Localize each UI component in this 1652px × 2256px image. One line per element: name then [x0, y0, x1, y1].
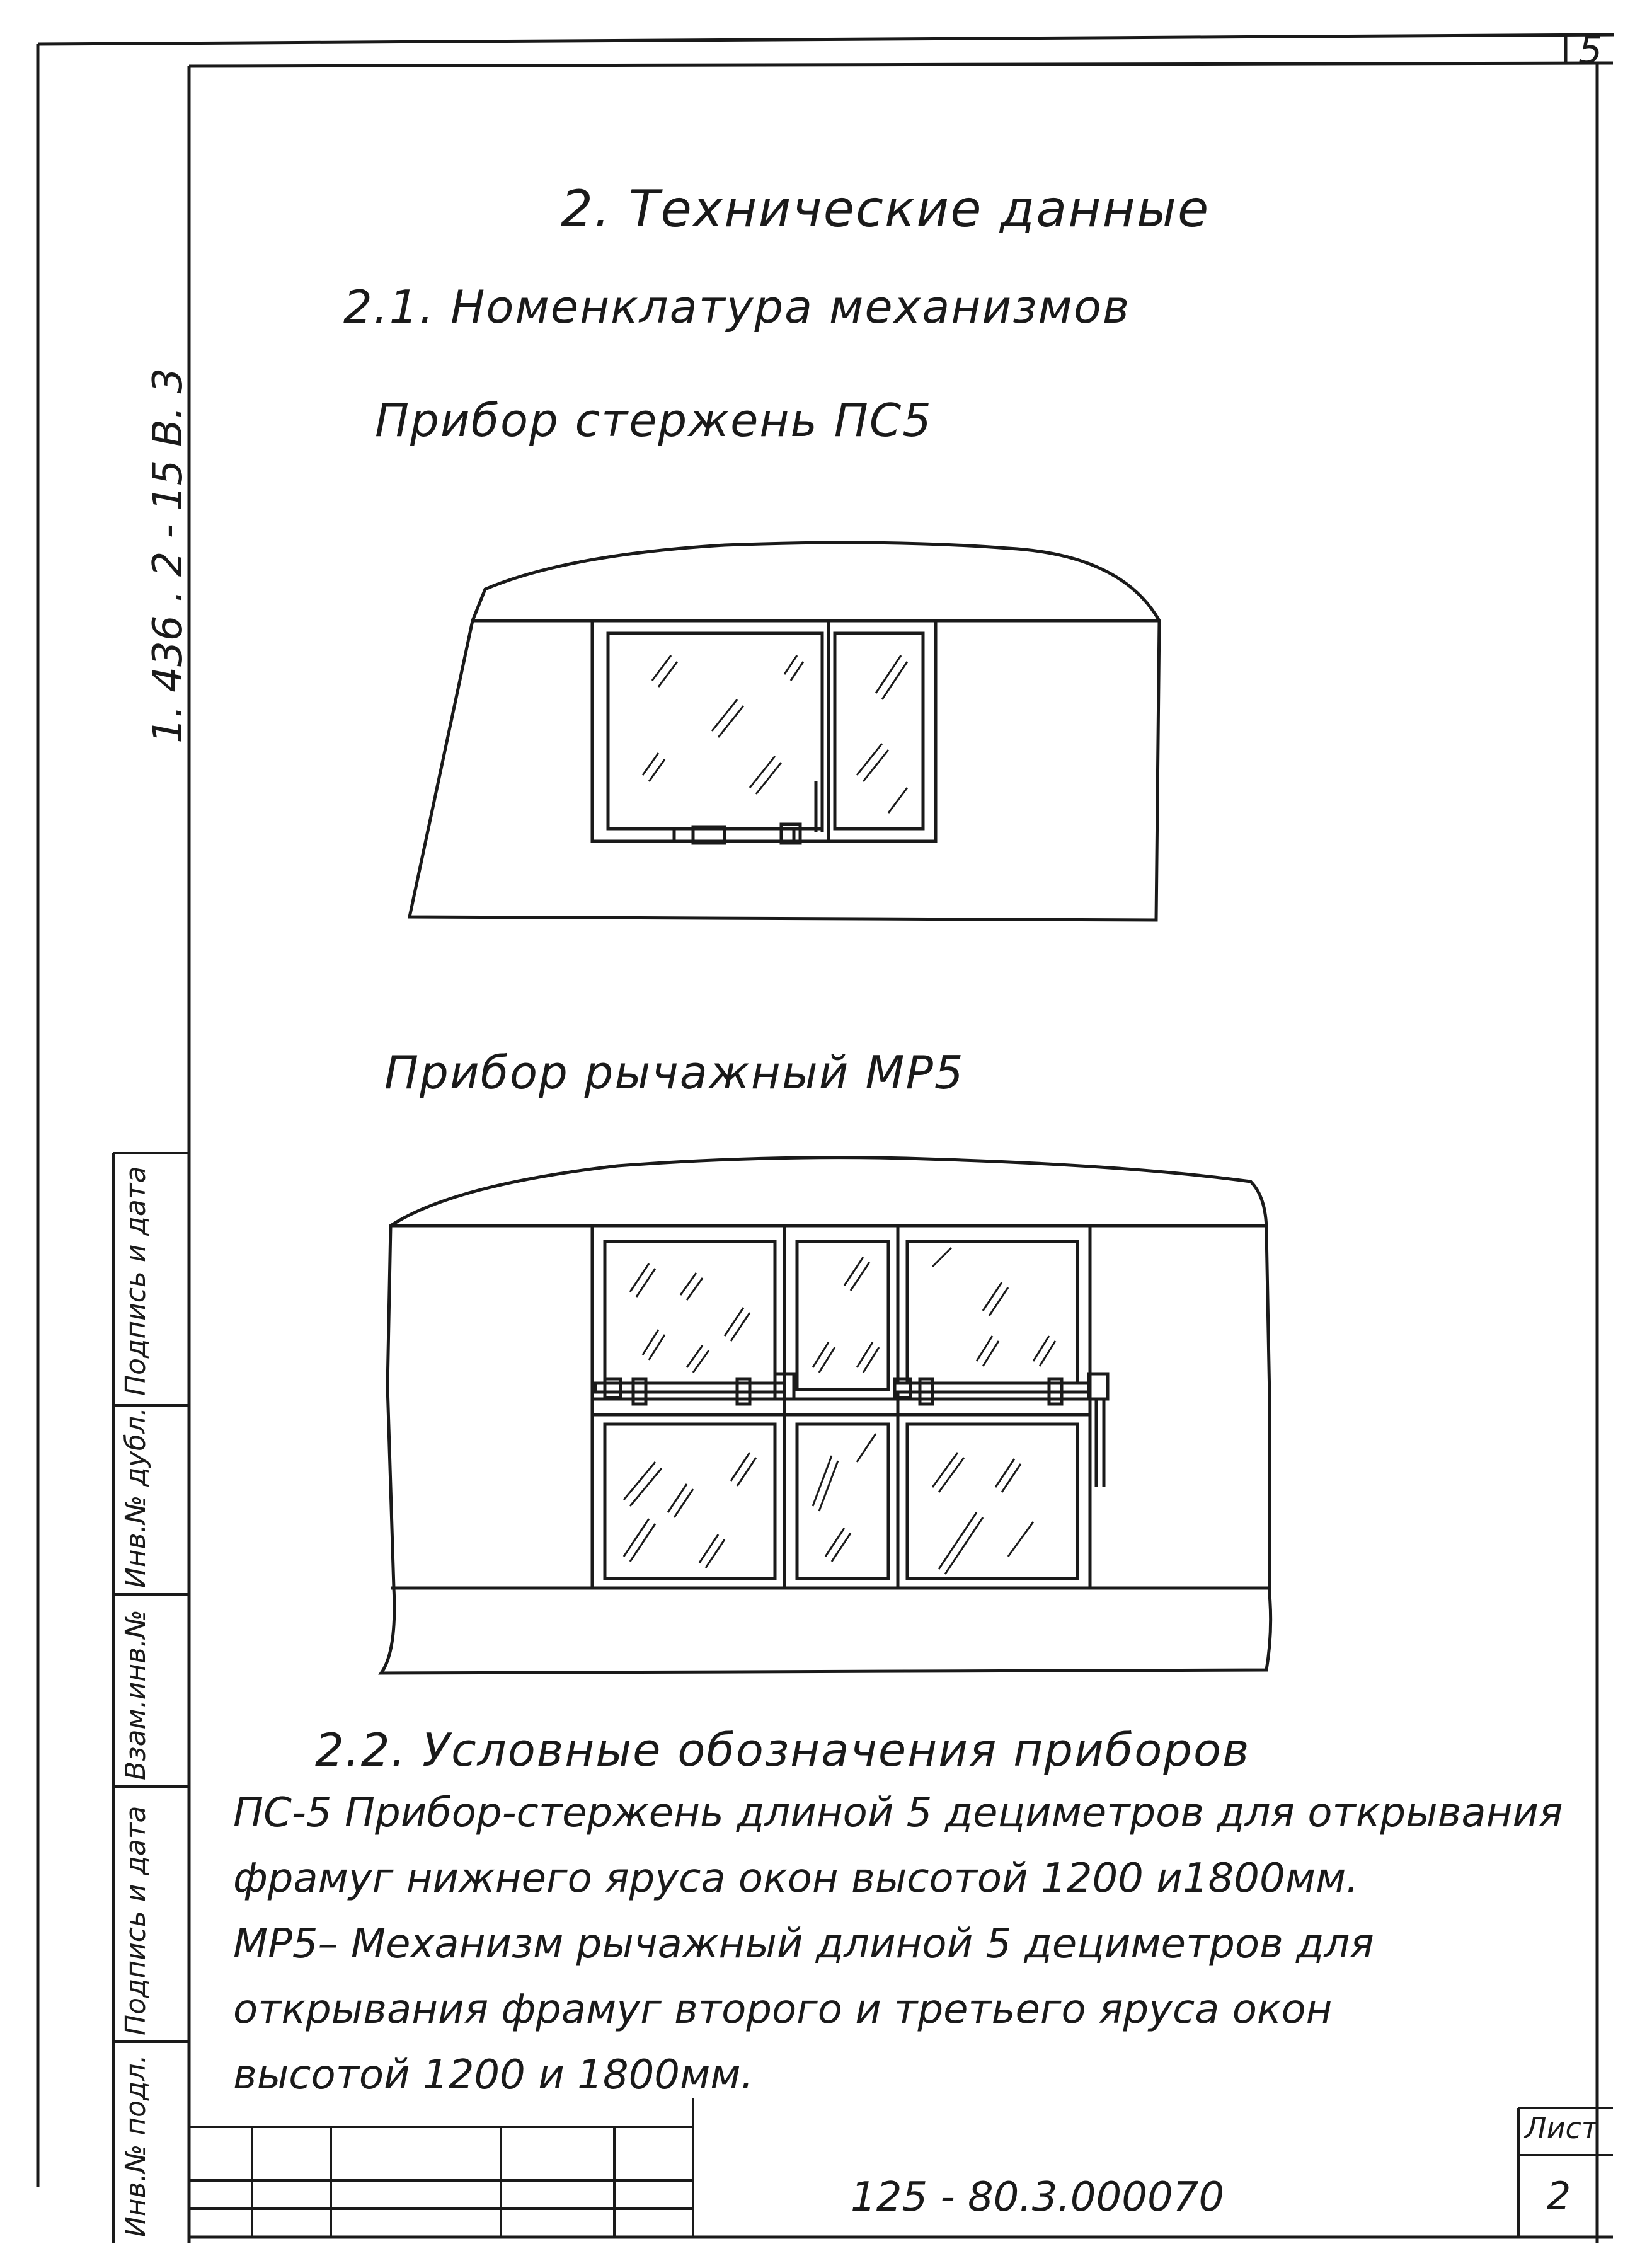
subsection-2-title: 2.2. Условные обозначения приборов: [315, 1724, 1251, 1776]
description-line: МР5– Механизм рычажный длиной 5 дециметров для: [233, 1921, 1374, 1967]
device-1-caption: Прибор стержень ПС5: [375, 394, 932, 447]
stamp-original-inv: Инв.№ подл.: [120, 2054, 152, 2237]
subsection-1-title: 2.1. Номенклатура механизмов: [343, 280, 1131, 333]
side-document-code: 1. 436 . 2 - 15 В. 3: [145, 367, 192, 744]
document-code: 125 - 80.3.000070: [851, 2174, 1225, 2221]
section-title: 2. Технические данные: [561, 180, 1210, 238]
description-block: [233, 1780, 1588, 2108]
description-line: открывания фрамуг второго и третьего яруса окон: [233, 1986, 1333, 2033]
stamp-signature-date-2: Подпись и дата: [120, 1805, 152, 2035]
description-line: высотой 1200 и 1800мм.: [233, 2052, 754, 2098]
stamp-replacement-inv: Взам.инв.№: [120, 1609, 152, 1780]
description-line: ПС-5 Прибор-стержень длиной 5 дециметров для открывания: [233, 1790, 1563, 1836]
stamp-duplicate-inv: Инв.№ дубл.: [120, 1407, 152, 1588]
sheet-label: Лист: [1525, 2111, 1598, 2145]
stamp-signature-date-1: Подпись и дата: [120, 1166, 152, 1396]
description-line: фрамуг нижнего яруса окон высотой 1200 и1800мм.: [233, 1855, 1359, 1902]
sheet-number: 2: [1547, 2174, 1571, 2218]
window-sketch-1: [410, 543, 1159, 920]
device-2-caption: Прибор рычажный МР5: [384, 1046, 965, 1099]
corner-sheet-number: 5: [1578, 28, 1603, 72]
window-sketch-2: [381, 1158, 1271, 1673]
